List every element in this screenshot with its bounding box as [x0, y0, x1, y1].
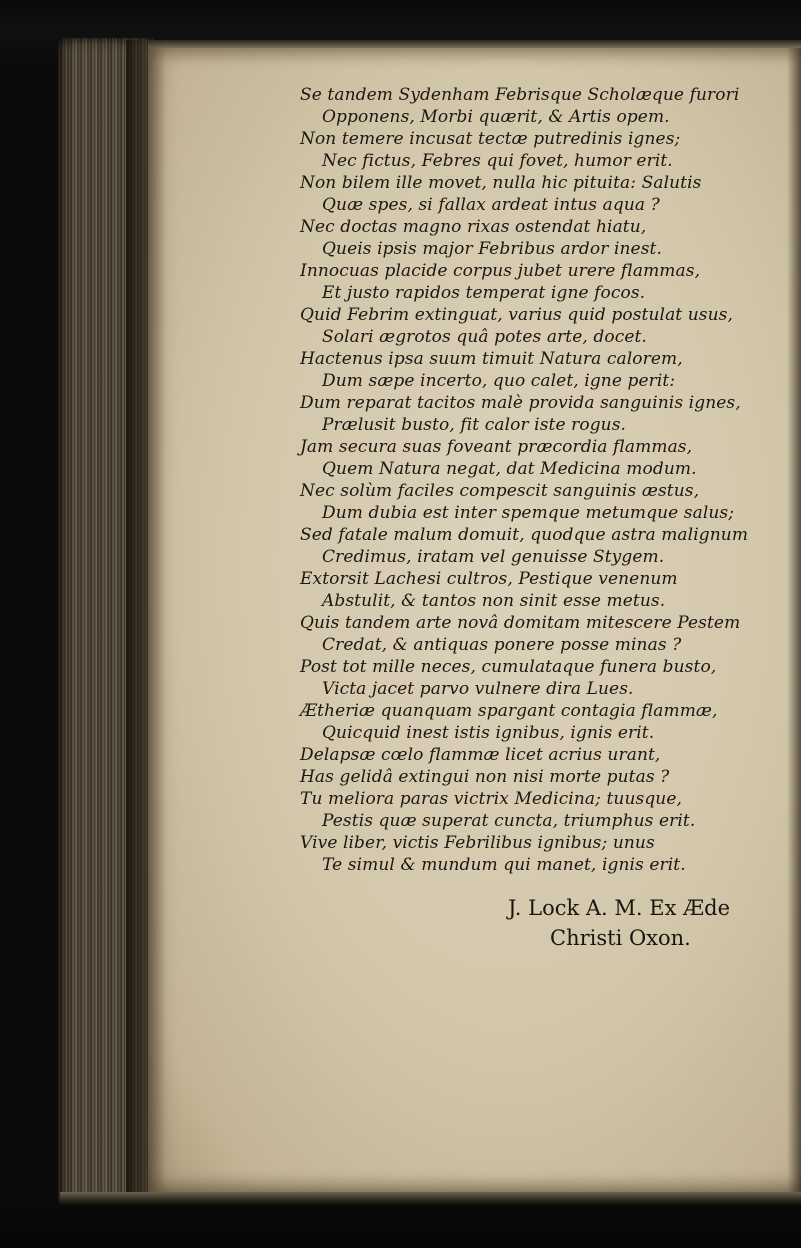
poem-line: Abstulit, & tantos non sinit esse metus.	[322, 591, 666, 611]
poem-line: Post tot mille neces, cumulataque funera busto,	[300, 657, 717, 677]
poem-line: Dum sæpe incerto, quo calet, igne perit:	[322, 371, 676, 391]
poem-line: Quæ spes, si fallax ardeat intus aqua ?	[322, 195, 660, 215]
poem-line: Non bilem ille movet, nulla hic pituita: Salutis	[300, 173, 702, 193]
poem-line: Sed fatale malum domuit, quodque astra malignum	[300, 525, 749, 545]
poem-line: Prælusit busto, fit calor iste rogus.	[322, 415, 627, 435]
gutter-shadow	[126, 40, 166, 1200]
poem-line: Credat, & antiquas ponere posse minas ?	[322, 635, 682, 655]
signature-line-2: Christi Oxon.	[550, 926, 691, 950]
poem-line: Quis tandem arte novâ domitam mitescere Pestem	[300, 613, 741, 633]
poem-line: Delapsæ cœlo flammæ licet acrius urant,	[300, 745, 661, 765]
poem-line: Dum reparat tacitos malè provida sanguinis ignes,	[300, 393, 741, 413]
poem-line: Pestis quæ superat cuncta, triumphus erit.	[322, 811, 696, 831]
poem-line: Jam secura suas foveant præcordia flammas,	[300, 437, 693, 457]
poem-line: Tu meliora paras victrix Medicina; tuusque,	[300, 789, 683, 809]
poem-line: Dum dubia est inter spemque metumque salus;	[322, 503, 735, 523]
poem-line: Quem Natura negat, dat Medicina modum.	[322, 459, 697, 479]
page-right-edge	[787, 48, 801, 1194]
poem-line: Quid Febrim extinguat, varius quid postulat usus,	[300, 305, 733, 325]
poem-line: Extorsit Lachesi cultros, Pestique venenum	[300, 569, 678, 589]
poem-line: Opponens, Morbi quærit, & Artis opem.	[322, 107, 670, 127]
poem-line: Ætheriæ quanquam spargant contagia flammæ,	[300, 701, 718, 721]
poem-line: Solari ægrotos quâ potes arte, docet.	[322, 327, 647, 347]
poem-line: Victa jacet parvo vulnere dira Lues.	[322, 679, 634, 699]
page-bottom-edge	[60, 1192, 801, 1206]
poem-line: Se tandem Sydenham Febrisque Scholæque furori	[300, 85, 740, 105]
poem-line: Queis ipsis major Febribus ardor inest.	[322, 239, 662, 259]
poem-line: Vive liber, victis Febrilibus ignibus; unus	[300, 833, 655, 853]
poem-line: Te simul & mundum qui manet, ignis erit.	[322, 855, 686, 875]
poem-line: Innocuas placide corpus jubet urere flammas,	[300, 261, 701, 281]
poem-line: Et justo rapidos temperat igne focos.	[322, 283, 646, 303]
poem-line: Has gelidâ extingui non nisi morte putas ?	[300, 767, 670, 787]
poem-line: Nec fictus, Febres qui fovet, humor erit.	[322, 151, 673, 171]
poem-line: Nec solùm faciles compescit sanguinis æstus,	[300, 481, 700, 501]
poem-line: Nec doctas magno rixas ostendat hiatu,	[300, 217, 647, 237]
poem-line: Non temere incusat tectæ putredinis ignes;	[300, 129, 681, 149]
signature-line-1: J. Lock A. M. Ex Æde	[508, 896, 730, 920]
poem-line: Quicquid inest istis ignibus, ignis erit.	[322, 723, 655, 743]
poem-line: Hactenus ipsa suum timuit Natura calorem,	[300, 349, 683, 369]
poem-line: Credimus, iratam vel genuisse Stygem.	[322, 547, 665, 567]
